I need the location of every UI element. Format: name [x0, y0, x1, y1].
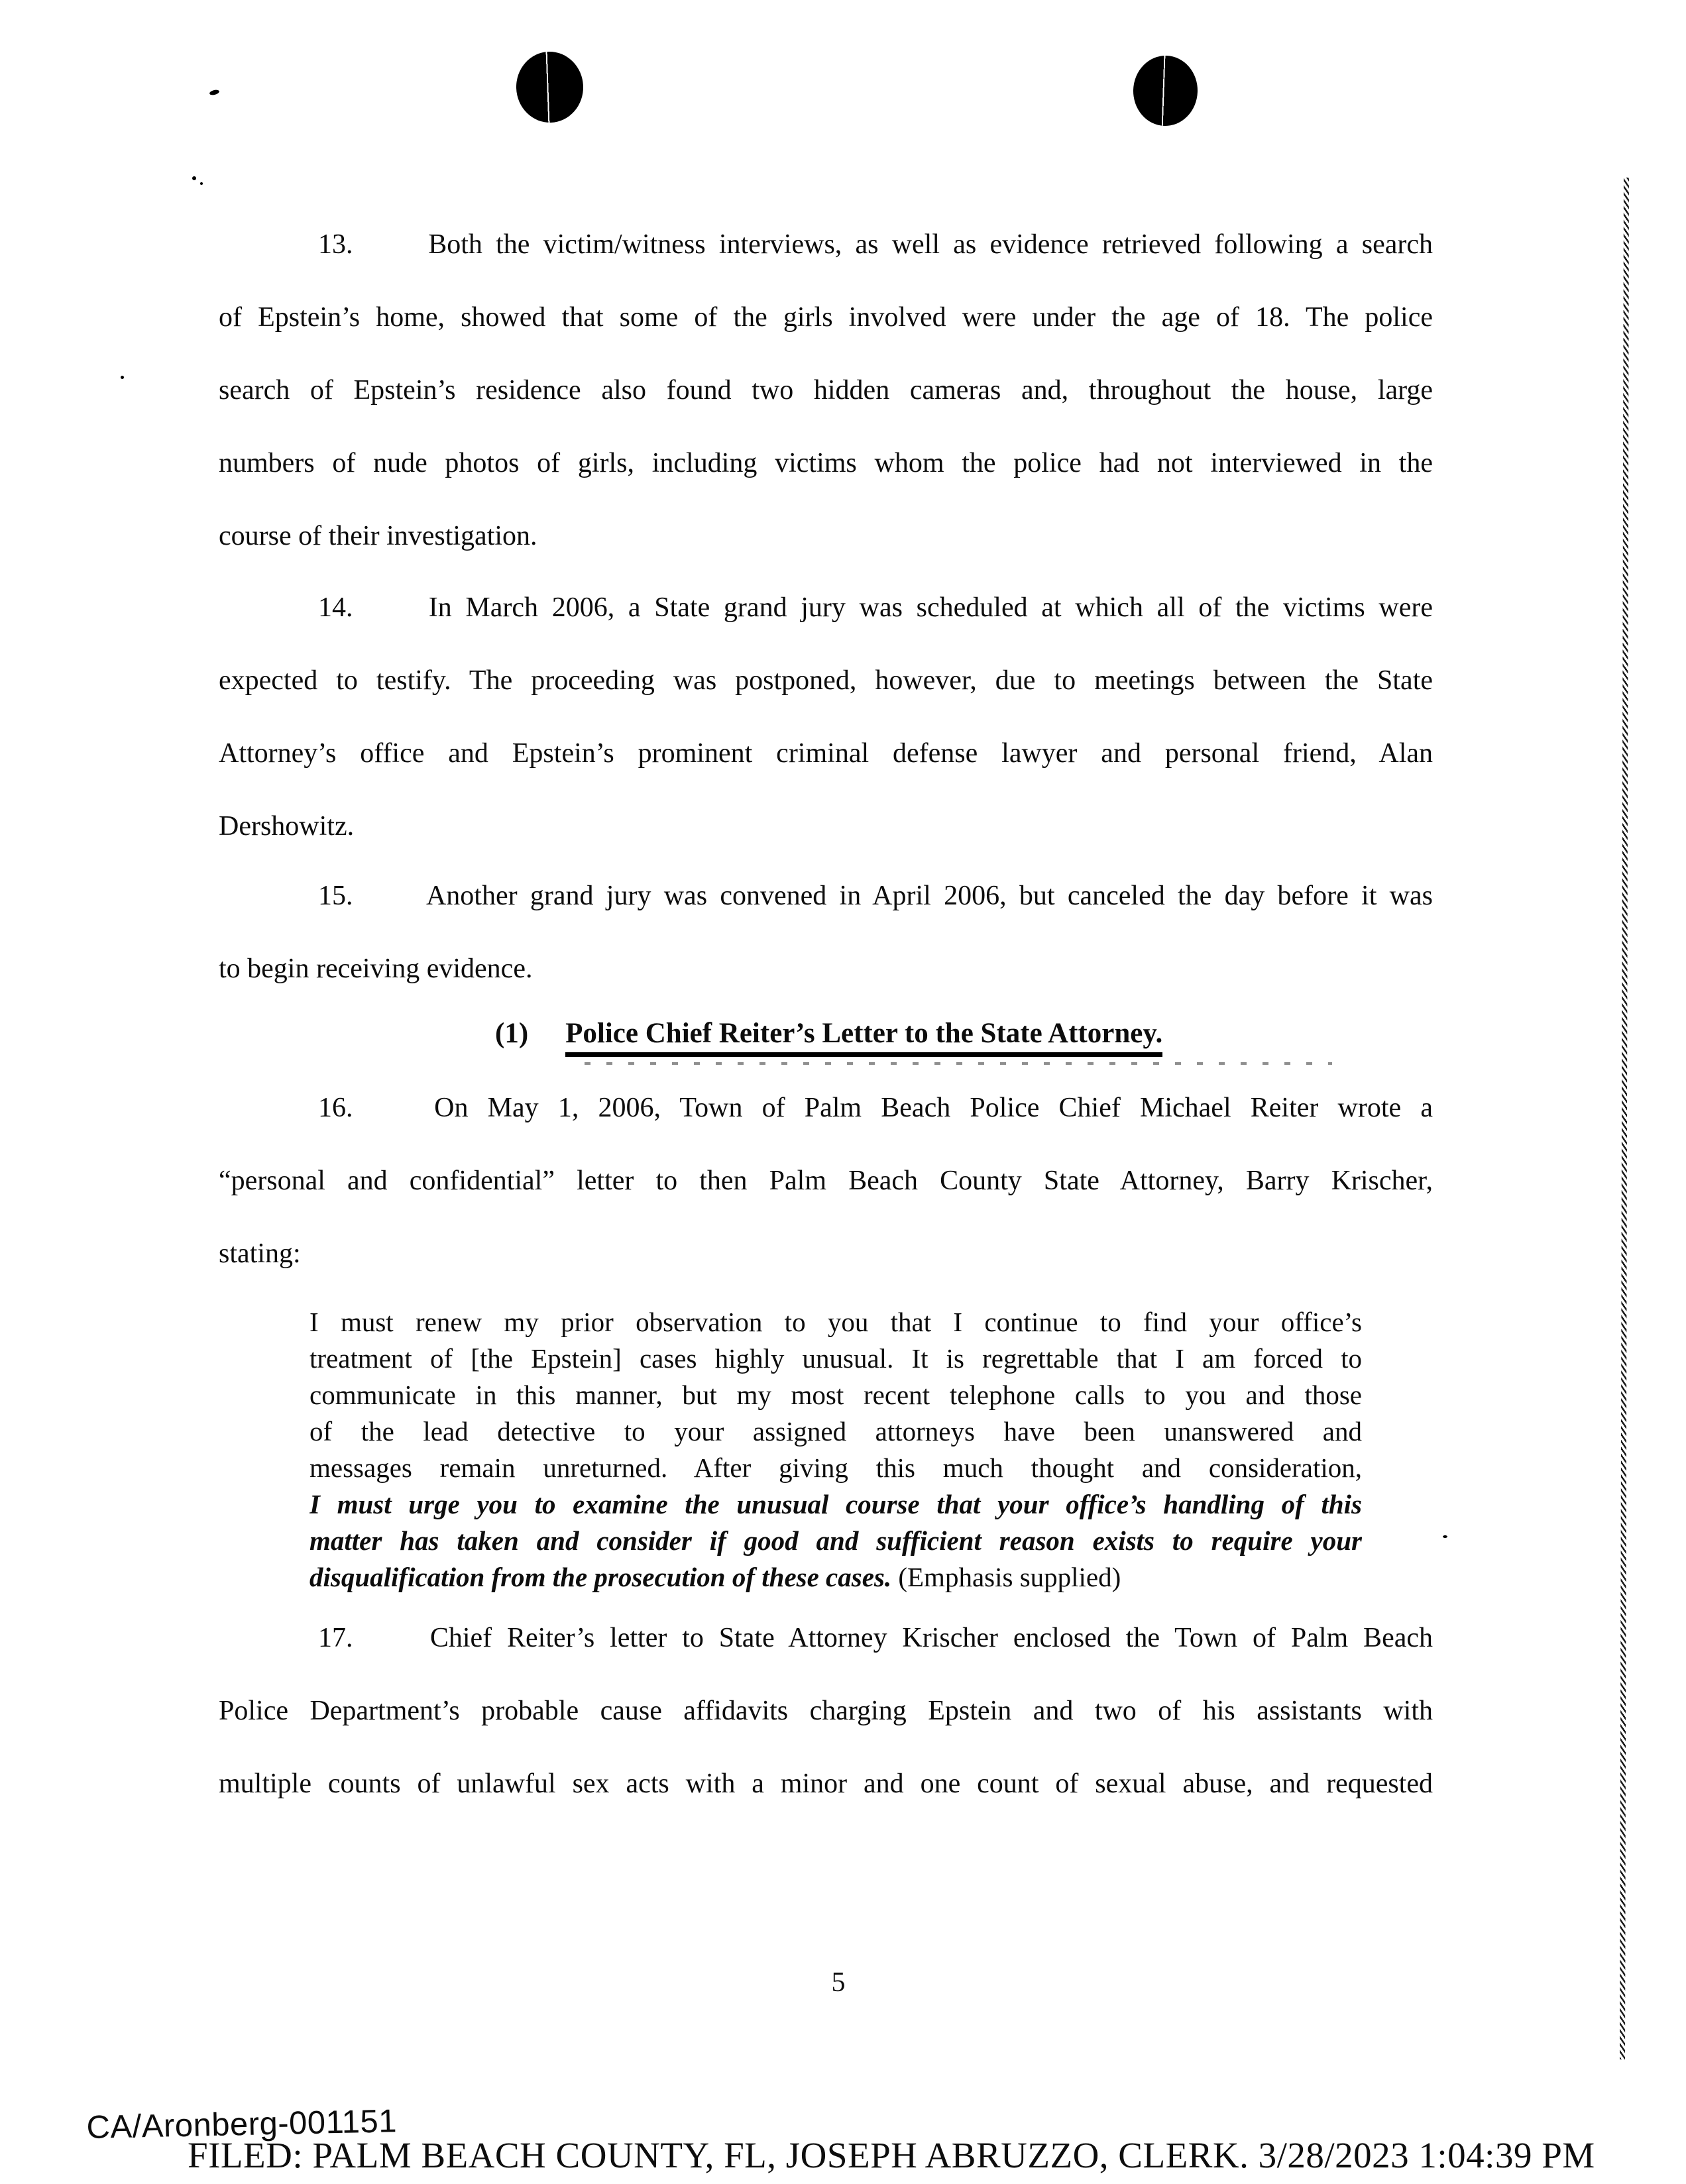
text-line	[309, 1523, 1362, 1559]
text-line	[219, 1602, 1433, 1674]
filed-stamp: FILED: PALM BEACH COUNTY, FL, JOSEPH ABRUZZO, CLERK. 3/28/2023 1:04:39 PM	[188, 2135, 1595, 2175]
text-segment: In March 2006, a State grand jury was scheduled at which all of the victims were	[428, 592, 1433, 623]
text-line	[219, 208, 1433, 281]
text-segment: search of Epstein’s residence also found two hidden cameras and, throughout the house, large	[219, 375, 1433, 406]
paragraph-13	[219, 208, 1433, 573]
bates-number: CA/Aronberg-001151	[86, 2103, 398, 2146]
text-line	[309, 1413, 1362, 1450]
text-segment: expected to testify. The proceeding was postponed, however, due to meetings between the State	[219, 665, 1433, 696]
text-segment: Another grand jury was convened in April 2006, but canceled the day before it was	[425, 881, 1433, 911]
text-segment: of Epstein’s home, showed that some of the girls involved were under the age of 18. The police	[219, 302, 1433, 333]
text-segment: “personal and confidential” letter to then Palm Beach County State Attorney, Barry Krischer,	[219, 1166, 1433, 1196]
text-line	[219, 354, 1433, 427]
scan-speck	[1443, 1535, 1447, 1538]
section-heading-index: (1)	[495, 1018, 529, 1049]
text-segment: On May 1, 2006, Town of Palm Beach Police Chief Michael Reiter wrote a	[434, 1093, 1433, 1123]
section-heading	[495, 1017, 1162, 1050]
section-heading-title: Police Chief Reiter’s Letter to the State Attorney.	[565, 1018, 1162, 1057]
text-line	[309, 1304, 1362, 1340]
text-segment: multiple counts of unlawful sex acts with a minor and one count of sexual abuse, and requested	[219, 1769, 1433, 1799]
paragraph-number: 14.	[318, 592, 353, 623]
text-segment: stating:	[219, 1238, 301, 1269]
text-line	[219, 790, 1433, 863]
emphasized-text-segment: disqualification from the prosecution of these cases.	[309, 1562, 892, 1592]
text-line	[219, 1071, 1433, 1144]
text-line	[219, 500, 1433, 573]
paragraph-number: 17.	[318, 1623, 353, 1653]
text-segment: Police Department’s probable cause affidavits charging Epstein and two of his assistants with	[219, 1696, 1433, 1726]
text-segment: (Emphasis supplied)	[898, 1562, 1121, 1592]
text-line	[219, 571, 1433, 644]
text-line	[309, 1450, 1362, 1486]
text-segment: to begin receiving evidence.	[219, 954, 533, 984]
text-segment: Chief Reiter’s letter to State Attorney Krischer enclosed the Town of Palm Beach	[429, 1623, 1433, 1653]
hole-punch-mark-left	[515, 50, 585, 123]
paragraph-17	[219, 1602, 1433, 1820]
text-segment: Attorney’s office and Epstein’s prominent criminal defense lawyer and personal friend, Alan	[219, 738, 1433, 769]
text-line	[219, 644, 1433, 717]
text-segment: treatment of [the Epstein] cases highly unusual. It is regrettable that I am forced to	[309, 1343, 1362, 1374]
scan-speck	[192, 176, 196, 180]
scan-artifact-line	[1620, 178, 1629, 2059]
text-line	[219, 859, 1433, 932]
hole-punch-mark-right	[1132, 54, 1199, 127]
text-line	[219, 1144, 1433, 1217]
scan-smudge	[585, 1062, 1332, 1065]
text-segment: course of their investigation.	[219, 521, 537, 551]
paragraph-15	[219, 859, 1433, 1005]
paragraph-number: 15.	[318, 881, 353, 911]
text-segment: Both the victim/witness interviews, as well as evidence retrieved following a search	[428, 229, 1433, 260]
block-quote	[309, 1304, 1362, 1596]
text-segment: numbers of nude photos of girls, including victims whom the police had not interviewed in the	[219, 448, 1433, 478]
text-segment: messages remain unreturned. After giving this much thought and consideration,	[309, 1452, 1362, 1483]
page-number: 5	[831, 1967, 846, 1998]
emphasized-text-segment: I must urge you to examine the unusual course that your office’s handling of this	[309, 1489, 1362, 1519]
text-line	[219, 932, 1433, 1005]
paragraph-number: 13.	[318, 229, 353, 260]
paragraph-16	[219, 1071, 1433, 1290]
text-line	[219, 1747, 1433, 1820]
paragraph-number: 16.	[318, 1093, 353, 1123]
text-line	[219, 427, 1433, 500]
text-line	[309, 1340, 1362, 1377]
emphasized-text-segment: matter has taken and consider if good and sufficient reason exists to require your	[309, 1525, 1362, 1556]
scan-speck	[209, 89, 219, 95]
paragraph-14	[219, 571, 1433, 863]
text-line	[309, 1559, 1362, 1596]
text-segment: Dershowitz.	[219, 811, 355, 842]
text-line	[219, 1217, 1433, 1290]
text-line	[219, 717, 1433, 790]
text-line	[309, 1486, 1362, 1523]
scan-speck	[121, 376, 124, 379]
text-line	[219, 1674, 1433, 1747]
text-line	[219, 281, 1433, 354]
text-segment: of the lead detective to your assigned attorneys have been unanswered and	[309, 1416, 1362, 1447]
text-segment: communicate in this manner, but my most recent telephone calls to you and those	[309, 1380, 1362, 1410]
text-line	[309, 1377, 1362, 1413]
text-segment: I must renew my prior observation to you that I continue to find your office’s	[309, 1307, 1362, 1337]
